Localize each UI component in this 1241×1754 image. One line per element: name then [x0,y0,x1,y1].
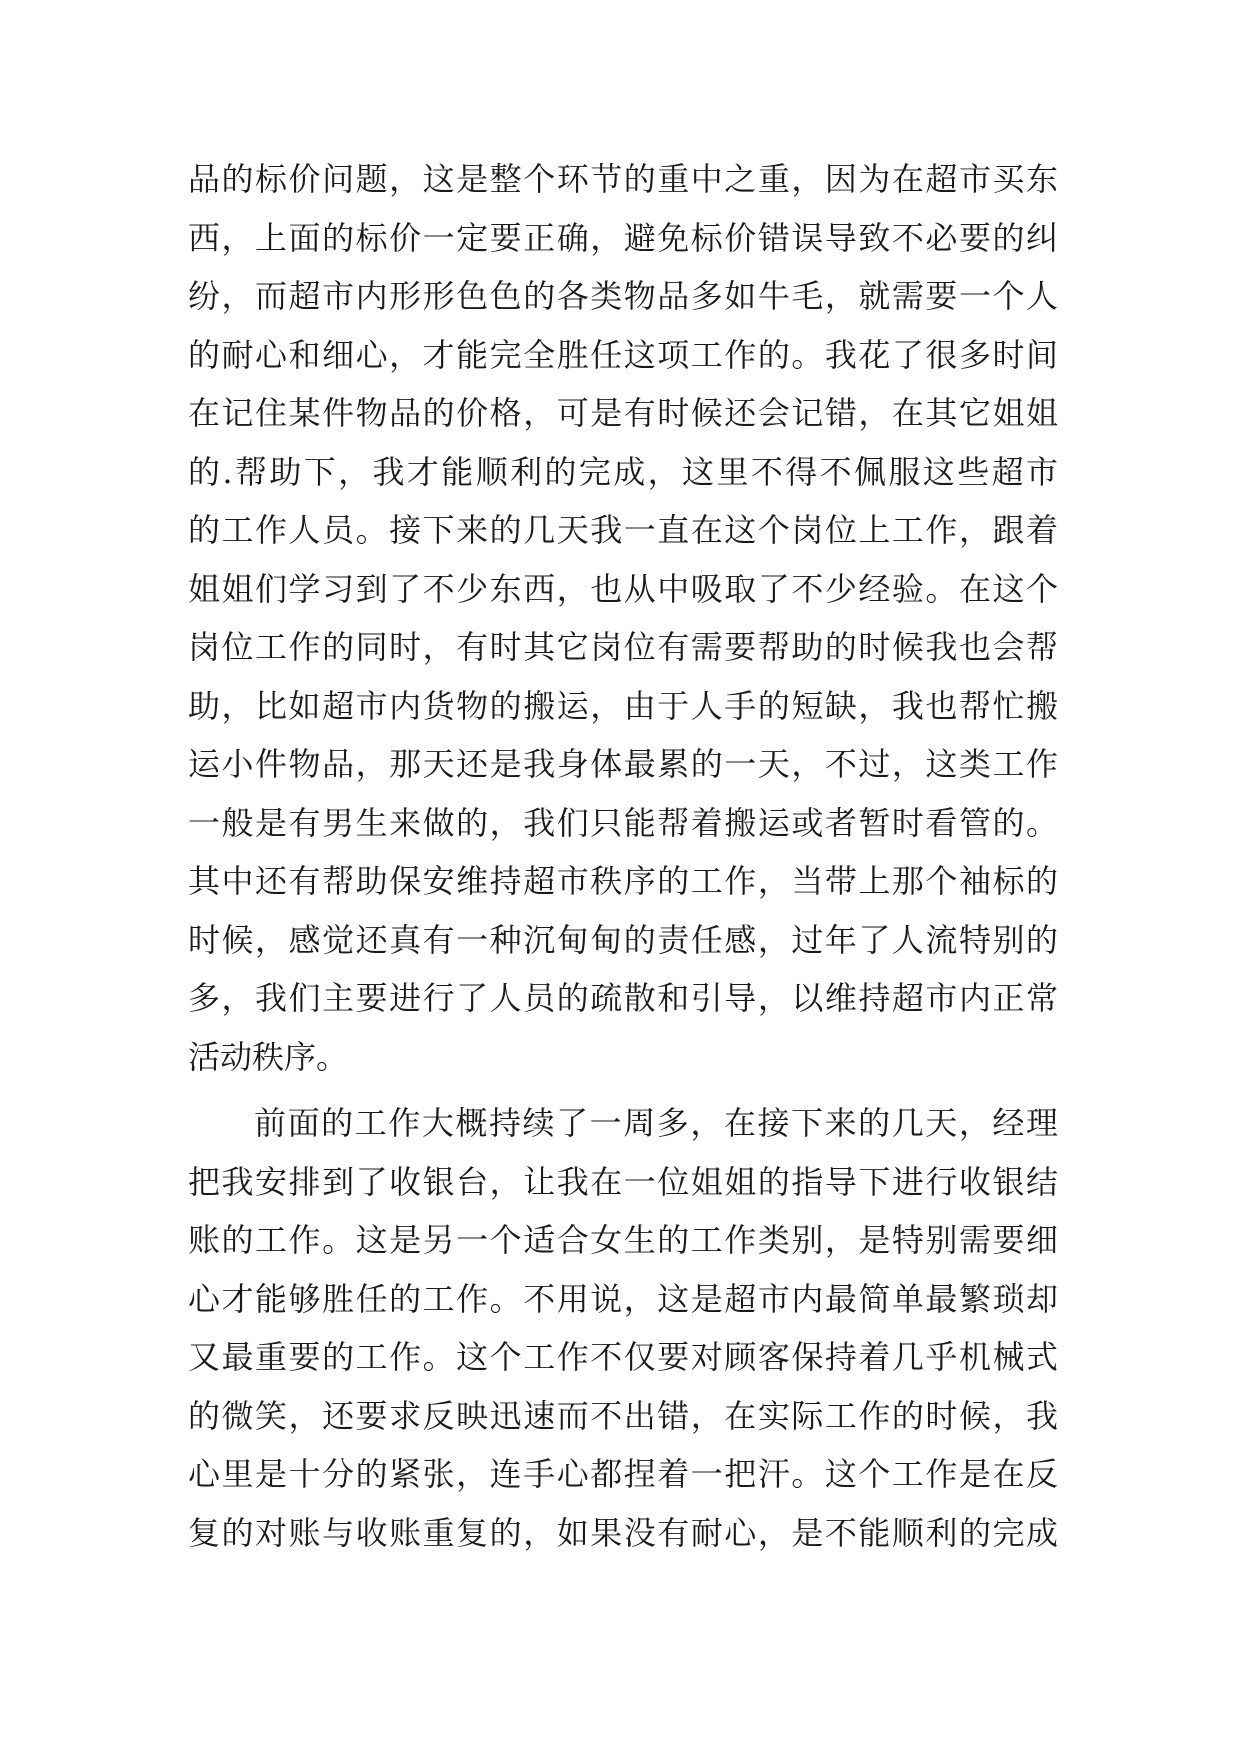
text-line: 其中还有帮助保安维持超市秩序的工作，当带上那个袖标的 [188,862,1058,900]
text-line: 岗位工作的同时，有时其它岗位有需要帮助的时候我也会帮 [188,628,1058,666]
text-line: 复的对账与收账重复的，如果没有耐心，是不能顺利的完成 [188,1513,1058,1552]
text-line: 活动秩序。 [188,1037,349,1076]
text-line: 西，上面的标价一定要正确，避免标价错误导致不必要的纠 [188,218,1058,257]
text-line: 把我安排到了收银台，让我在一位姐姐的指导下进行收银结 [188,1162,1058,1201]
text-line: 心才能够胜任的工作。不用说，这是超市内最简单最繁琐却 [188,1279,1058,1318]
text-line: 的耐心和细心，才能完全胜任这项工作的。我花了很多时间 [188,335,1058,374]
body-text [188,150,1058,1562]
text-line: 心里是十分的紧张，连手心都捏着一把汗。这个工作是在反 [188,1455,1058,1493]
text-line: 前面的工作大概持续了一周多，在接下来的几天，经理 [254,1104,1058,1142]
text-line: 时候，感觉还真有一种沉甸甸的责任感，过年了人流特别的 [188,920,1058,959]
text-line: 纷，而超市内形形色色的各类物品多如牛毛，就需要一个人 [188,277,1058,315]
text-line: 账的工作。这是另一个适合女生的工作类别，是特别需要细 [188,1221,1058,1259]
text-line: 助，比如超市内货物的搬运，由于人手的短缺，我也帮忙搬 [188,686,1058,725]
text-line: 在记住某件物品的价格，可是有时候还会记错，在其它姐姐 [188,394,1058,432]
text-line: 的微笑，还要求反映迅速而不出错，在实际工作的时候，我 [188,1396,1058,1435]
text-line: 姐姐们学习到了不少东西，也从中吸取了不少经验。在这个 [188,569,1058,608]
text-line: 多，我们主要进行了人员的疏散和引导，以维持超市内正常 [188,979,1058,1017]
paragraph-gap [188,1086,1058,1094]
text-line: 的.帮助下，我才能顺利的完成，这里不得不佩服这些超市 [188,452,1058,491]
text-line: 一般是有男生来做的，我们只能帮着搬运或者暂时看管的。 [188,803,1058,842]
paragraph [188,150,1058,1086]
text-line: 又最重要的工作。这个工作不仅要对顾客保持着几乎机械式 [188,1338,1058,1376]
text-line: 运小件物品，那天还是我身体最累的一天，不过，这类工作 [188,745,1058,783]
text-line: 的工作人员。接下来的几天我一直在这个岗位上工作，跟着 [188,511,1058,549]
text-line: 品的标价问题，这是整个环节的重中之重，因为在超市买东 [188,160,1058,198]
paragraph [188,1094,1058,1562]
